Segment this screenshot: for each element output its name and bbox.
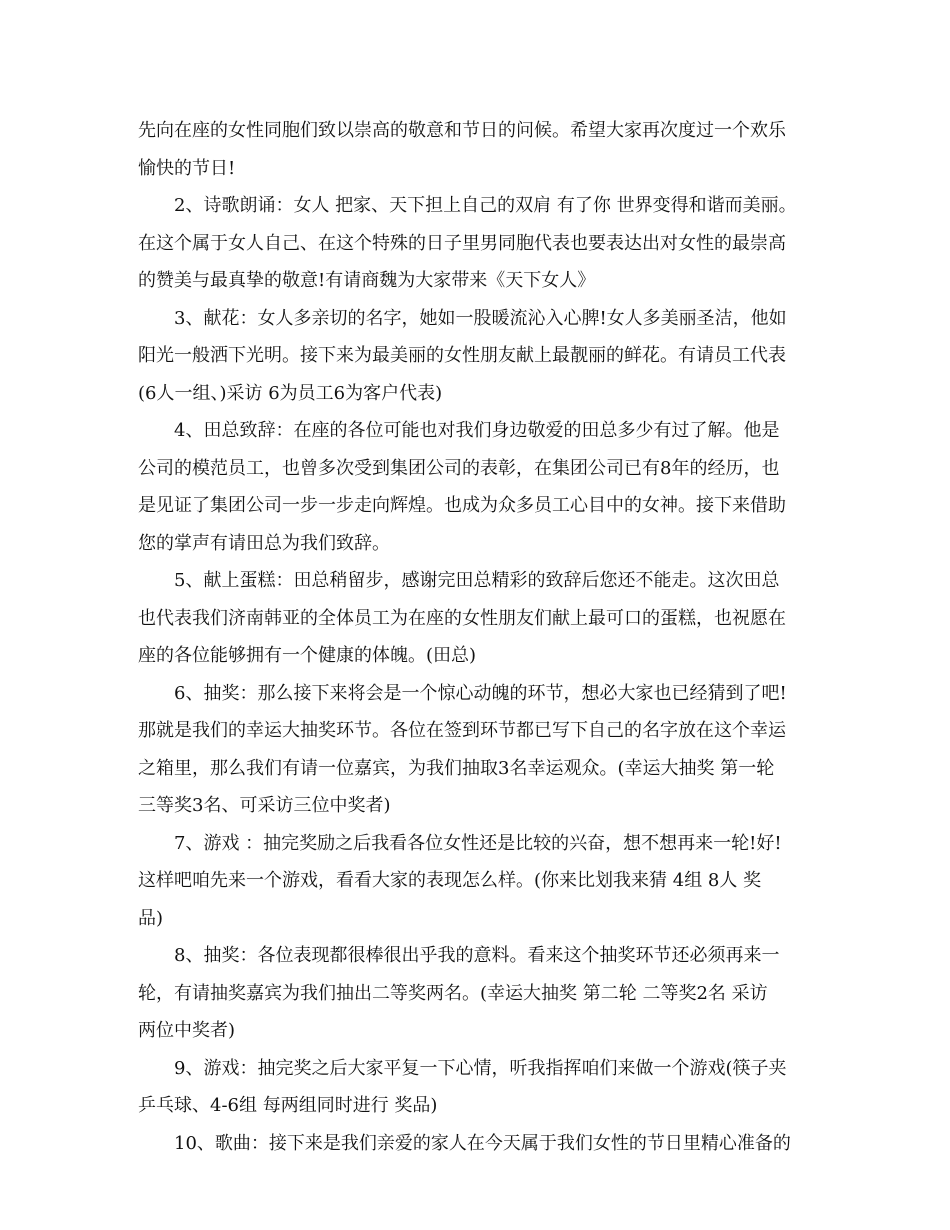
text-line: 的赞美与最真挚的敬意!有请商魏为大家带来《天下女人》	[138, 270, 596, 291]
paragraph-start-line: 4、田总致辞：在座的各位可能也对我们身边敬爱的田总多少有过了解。他是	[174, 420, 780, 441]
paragraph-start-line: 10、歌曲：接下来是我们亲爱的家人在今天属于我们女性的节日里精心准备的	[174, 1132, 791, 1154]
text-line: 您的掌声有请田总为我们致辞。	[138, 532, 390, 554]
paragraph-start-line: 8、抽奖：各位表现都很棒很出乎我的意料。看来这个抽奖环节还必须再来一	[174, 945, 780, 966]
text-line: 三等奖3名、可采访三位中奖者)	[138, 795, 391, 816]
text-line: 那就是我们的幸运大抽奖环节。各位在签到环节都已写下自己的名字放在这个幸运	[138, 720, 786, 741]
paragraph-start-line: 5、献上蛋糕：田总稍留步，感谢完田总精彩的致辞后您还不能走。这次田总	[174, 570, 780, 591]
text-line: 轮，有请抽奖嘉宾为我们抽出二等奖两名。(幸运大抽奖 第二轮 二等奖2名 采访	[138, 982, 768, 1004]
text-line: 愉快的节日!	[138, 157, 236, 179]
text-line: 也代表我们济南韩亚的全体员工为在座的女性朋友们献上最可口的蛋糕，也祝愿在	[138, 607, 786, 629]
text-line: 乒乓球、4-6组 每两组同时进行 奖品)	[138, 1095, 438, 1116]
text-line: 是见证了集团公司一步一步走向辉煌。也成为众多员工心目中的女神。接下来借助	[138, 495, 786, 516]
text-line: (6人一组、)采访 6为员工6为客户代表)	[138, 382, 443, 404]
text-line: 在这个属于女人自己、在这个特殊的日子里男同胞代表也要表达出对女性的最崇高	[138, 232, 786, 254]
text-line: 品)	[138, 907, 164, 929]
text-line: 先向在座的女性同胞们致以崇高的敬意和节日的问候。希望大家再次度过一个欢乐	[138, 120, 786, 141]
paragraph-start-line: 3、献花：女人多亲切的名字，她如一股暖流沁入心脾!女人多美丽圣洁，他如	[174, 307, 787, 329]
paragraph-start-line: 6、抽奖：那么接下来将会是一个惊心动魄的环节，想必大家也已经猜到了吧!	[174, 682, 787, 704]
text-line: 这样吧咱先来一个游戏，看看大家的表现怎么样。(你来比划我来猜 4组 8人 奖	[138, 870, 762, 891]
paragraph-start-line: 7、游戏 ：抽完奖励之后我看各位女性还是比较的兴奋，想不想再来一轮!好!	[174, 832, 782, 854]
text-line: 公司的模范员工，也曾多次受到集团公司的表彰，在集团公司已有8年的经历，也	[138, 457, 780, 479]
paragraph-start-line: 9、游戏：抽完奖之后大家平复一下心情，听我指挥咱们来做一个游戏(筷子夹	[174, 1057, 787, 1079]
text-line: 座的各位能够拥有一个健康的体魄。(田总)	[138, 645, 477, 666]
document-body	[138, 112, 828, 1162]
text-line: 之箱里，那么我们有请一位嘉宾，为我们抽取3名幸运观众。(幸运大抽奖 第一轮	[138, 757, 775, 779]
text-line: 两位中奖者)	[138, 1020, 236, 1041]
text-line: 阳光一般洒下光明。接下来为最美丽的女性朋友献上最靓丽的鲜花。有请员工代表	[138, 345, 786, 366]
paragraph-start-line: 2、诗歌朗诵：女人 把家、天下担上自己的双肩 有了你 世界变得和谐而美丽。	[174, 195, 797, 216]
